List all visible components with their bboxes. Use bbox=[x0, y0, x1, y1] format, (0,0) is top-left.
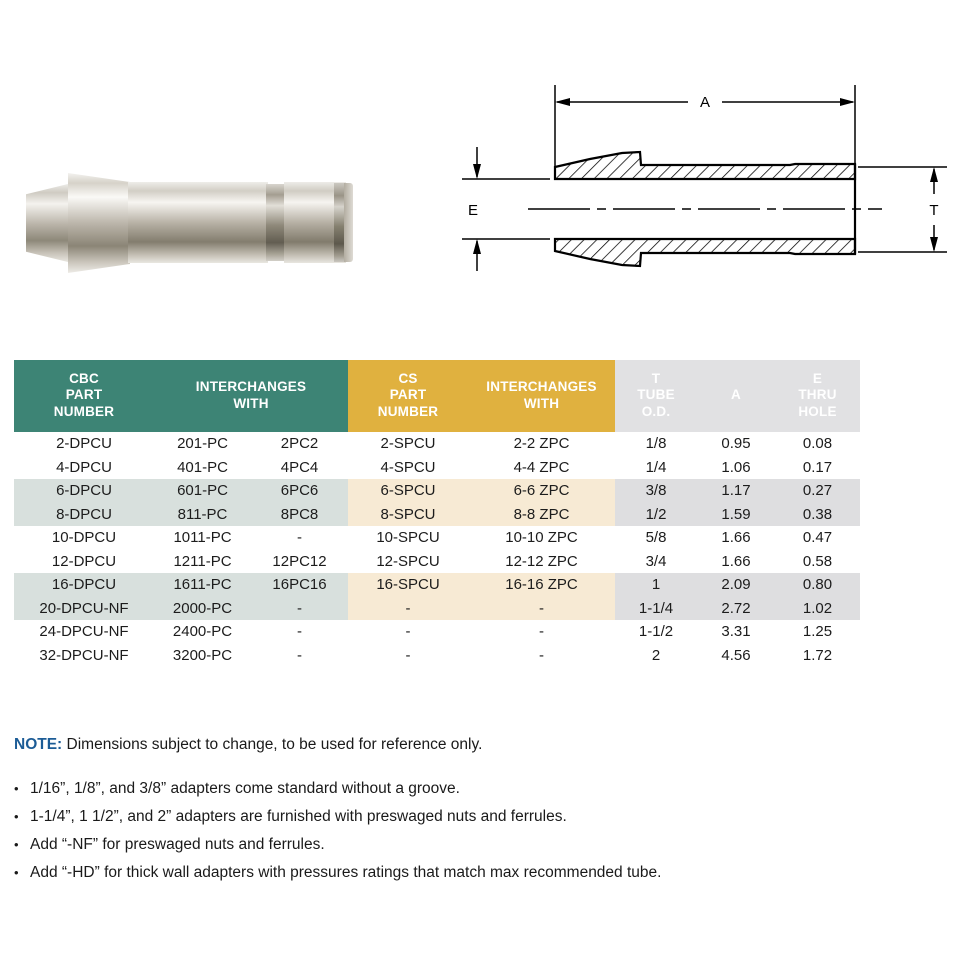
cell-t-tube-od: 1/4 bbox=[645, 458, 667, 476]
cell-cbc-interchange-1: 601-PC bbox=[154, 479, 251, 503]
cell-cs-part-number: 10-SPCU bbox=[376, 529, 440, 547]
cell-e-thru-hole: 1.72 bbox=[802, 646, 833, 664]
header-line: THRU bbox=[798, 387, 837, 403]
cell-cs-part-number: - bbox=[405, 623, 411, 641]
cell-cbc-interchange-1: 401-PC bbox=[177, 458, 228, 476]
cell-cs-part-number: 12-SPCU bbox=[376, 552, 440, 570]
cell-cbc-interchange-1: 2000-PC bbox=[154, 597, 251, 621]
cell-cbc-interchange-2: 12PC12 bbox=[272, 552, 327, 570]
cell-cbc-interchange-2: - bbox=[297, 646, 302, 664]
cell-cs-part-number: 4-SPCU bbox=[380, 458, 436, 476]
cell-cs-interchange: 2-2 ZPC bbox=[513, 435, 570, 453]
cell-a: 2.72 bbox=[697, 597, 775, 621]
cell-e-thru-hole: 0.38 bbox=[775, 503, 860, 527]
cell-cbc-interchange-2: 4PC4 bbox=[280, 458, 319, 476]
cell-cs-interchange: 4-4 ZPC bbox=[513, 458, 570, 476]
specification-table-body bbox=[14, 432, 860, 667]
cell-cbc-interchange-2: - bbox=[297, 623, 302, 641]
cell-cbc-interchange-1: 201-PC bbox=[177, 435, 228, 453]
bullet-item bbox=[14, 864, 934, 882]
cell-t-tube-od: 1/2 bbox=[615, 503, 697, 527]
cell-cbc-part-number: 24-DPCU-NF bbox=[39, 623, 129, 641]
table-row bbox=[14, 456, 860, 480]
cell-cbc-interchange-2: - bbox=[297, 529, 302, 547]
cell-cbc-interchange-1: 811-PC bbox=[154, 503, 251, 527]
note-label: NOTE: bbox=[14, 736, 63, 753]
cell-cbc-interchange-1: 1611-PC bbox=[154, 573, 251, 597]
illustration-zone bbox=[0, 0, 954, 340]
bullet-dot-icon: • bbox=[14, 865, 19, 880]
header-line: INTERCHANGES bbox=[486, 379, 597, 395]
note-text: Dimensions subject to change, to be used for reference only. bbox=[62, 736, 483, 753]
cell-e-thru-hole: 0.47 bbox=[802, 529, 833, 547]
bullet-dot-icon: • bbox=[14, 809, 19, 824]
cell-cs-part-number: - bbox=[348, 597, 468, 621]
bullet-dot-icon: • bbox=[14, 837, 19, 852]
table-row bbox=[14, 432, 860, 456]
cell-cs-part-number: 16-SPCU bbox=[348, 573, 468, 597]
product-groove bbox=[266, 184, 286, 261]
table-row bbox=[14, 479, 860, 503]
cell-cs-interchange: - bbox=[468, 597, 615, 621]
cell-e-thru-hole: 0.80 bbox=[775, 573, 860, 597]
cell-t-tube-od: 5/8 bbox=[645, 529, 667, 547]
product-nose bbox=[26, 183, 72, 263]
cell-e-thru-hole: 0.17 bbox=[802, 458, 833, 476]
cell-t-tube-od: 3/8 bbox=[615, 479, 697, 503]
cell-t-tube-od: 1-1/2 bbox=[638, 623, 674, 641]
cell-cbc-interchange-2: - bbox=[251, 597, 348, 621]
cell-cbc-part-number: 16-DPCU bbox=[14, 573, 154, 597]
cell-cbc-part-number: 10-DPCU bbox=[51, 529, 117, 547]
cell-cs-part-number: 8-SPCU bbox=[348, 503, 468, 527]
table-row bbox=[14, 503, 860, 527]
cell-cs-interchange: 10-10 ZPC bbox=[505, 529, 578, 547]
table-row bbox=[14, 550, 860, 574]
bullet-text: 1/16”, 1/8”, and 3/8” adapters come standard without a groove. bbox=[30, 780, 460, 797]
cell-a: 1.17 bbox=[697, 479, 775, 503]
cell-cbc-interchange-1: 1211-PC bbox=[173, 552, 232, 570]
header-line: T bbox=[651, 371, 661, 386]
cell-cbc-part-number: 2-DPCU bbox=[56, 435, 112, 453]
cell-cbc-interchange-1: 2400-PC bbox=[172, 623, 233, 641]
cell-cs-interchange: 12-12 ZPC bbox=[505, 552, 578, 570]
header-a bbox=[697, 360, 775, 432]
header-line: E bbox=[812, 371, 823, 386]
dimension-a-label: A bbox=[699, 94, 711, 111]
header-line: TUBE bbox=[637, 387, 675, 403]
cell-t-tube-od: 2 bbox=[651, 646, 661, 664]
header-line: A bbox=[731, 387, 741, 403]
header-line: INTERCHANGES bbox=[195, 379, 307, 395]
cell-cs-part-number: 2-SPCU bbox=[380, 435, 436, 453]
specification-table bbox=[14, 360, 860, 667]
cell-t-tube-od: 1-1/4 bbox=[615, 597, 697, 621]
header-cbc-interchanges-with bbox=[154, 360, 348, 432]
cell-a: 1.66 bbox=[721, 552, 751, 570]
dimension-e-label: E bbox=[467, 202, 479, 219]
cell-cs-interchange: - bbox=[539, 623, 545, 641]
table-row bbox=[14, 573, 860, 597]
header-line: O.D. bbox=[641, 403, 671, 419]
dimension-t-label: T bbox=[929, 202, 939, 219]
technical-drawing bbox=[450, 55, 954, 305]
bullet-item bbox=[14, 780, 934, 798]
header-line: CS bbox=[398, 371, 418, 386]
product-body bbox=[128, 182, 268, 263]
cell-a: 2.09 bbox=[697, 573, 775, 597]
cell-a: 1.66 bbox=[721, 529, 751, 547]
notes-section bbox=[14, 736, 934, 892]
cell-cbc-interchange-2: 2PC2 bbox=[280, 435, 319, 453]
product-photo bbox=[18, 160, 370, 285]
table-header-row bbox=[14, 360, 860, 432]
header-cs-part-number bbox=[348, 360, 468, 432]
product-collar bbox=[68, 173, 130, 273]
cell-a: 4.56 bbox=[721, 646, 751, 664]
header-t-tube-od bbox=[615, 360, 697, 432]
cell-cbc-interchange-2: 8PC8 bbox=[251, 503, 348, 527]
header-line: PART bbox=[389, 387, 427, 403]
cell-e-thru-hole: 0.58 bbox=[802, 552, 833, 570]
cell-t-tube-od: 3/4 bbox=[645, 552, 667, 570]
cell-cbc-part-number: 12-DPCU bbox=[51, 552, 117, 570]
cell-cs-interchange: 16-16 ZPC bbox=[468, 573, 615, 597]
header-line: NUMBER bbox=[53, 403, 115, 419]
cell-cs-interchange: 6-6 ZPC bbox=[468, 479, 615, 503]
bullet-item bbox=[14, 808, 934, 826]
table-row bbox=[14, 597, 860, 621]
table-row bbox=[14, 644, 860, 668]
header-cs-interchanges-with bbox=[468, 360, 615, 432]
cell-cbc-interchange-1: 3200-PC bbox=[172, 646, 233, 664]
cell-cs-part-number: - bbox=[405, 646, 411, 664]
bullet-dot-icon: • bbox=[14, 781, 19, 796]
header-line: CBC bbox=[69, 371, 99, 386]
cell-cbc-part-number: 6-DPCU bbox=[14, 479, 154, 503]
bullet-list bbox=[14, 780, 934, 882]
cell-e-thru-hole: 0.08 bbox=[802, 435, 833, 453]
header-e-thru-hole bbox=[775, 360, 860, 432]
cell-cbc-interchange-2: 6PC6 bbox=[251, 479, 348, 503]
cell-a: 3.31 bbox=[721, 623, 751, 641]
drawing-section-lower-wall bbox=[555, 239, 855, 266]
header-line: WITH bbox=[523, 395, 560, 411]
header-cbc-part-number bbox=[14, 360, 154, 432]
cell-cs-interchange: - bbox=[539, 646, 545, 664]
cell-a: 1.06 bbox=[721, 458, 751, 476]
cell-cbc-part-number: 8-DPCU bbox=[14, 503, 154, 527]
cell-e-thru-hole: 1.25 bbox=[802, 623, 833, 641]
table-row bbox=[14, 620, 860, 644]
cell-cbc-part-number: 4-DPCU bbox=[56, 458, 112, 476]
bullet-text: 1-1/4”, 1 1/2”, and 2” adapters are furnished with preswaged nuts and ferrules. bbox=[30, 808, 567, 825]
cell-t-tube-od: 1/8 bbox=[645, 435, 667, 453]
header-line: HOLE bbox=[798, 403, 837, 419]
bullet-text: Add “-HD” for thick wall adapters with pressures ratings that match max recommended tube. bbox=[30, 864, 662, 881]
cell-cbc-interchange-2: 16PC16 bbox=[251, 573, 348, 597]
drawing-section-upper-wall bbox=[555, 152, 855, 179]
bullet-item bbox=[14, 836, 934, 854]
header-line: PART bbox=[65, 387, 103, 403]
product-end-cap bbox=[344, 183, 353, 262]
cell-e-thru-hole: 0.27 bbox=[775, 479, 860, 503]
cell-a: 0.95 bbox=[721, 435, 751, 453]
note-line bbox=[14, 736, 934, 754]
header-line: WITH bbox=[233, 395, 269, 411]
cell-cs-part-number: 6-SPCU bbox=[348, 479, 468, 503]
header-line: NUMBER bbox=[377, 403, 439, 419]
cell-t-tube-od: 1 bbox=[615, 573, 697, 597]
cell-cbc-part-number: 20-DPCU-NF bbox=[14, 597, 154, 621]
cell-e-thru-hole: 1.02 bbox=[775, 597, 860, 621]
cell-cbc-interchange-1: 1011-PC bbox=[173, 529, 232, 547]
cell-cbc-part-number: 32-DPCU-NF bbox=[39, 646, 129, 664]
bullet-text: Add “-NF” for preswaged nuts and ferrules. bbox=[30, 836, 325, 853]
cell-a: 1.59 bbox=[697, 503, 775, 527]
table-row bbox=[14, 526, 860, 550]
cell-cs-interchange: 8-8 ZPC bbox=[468, 503, 615, 527]
